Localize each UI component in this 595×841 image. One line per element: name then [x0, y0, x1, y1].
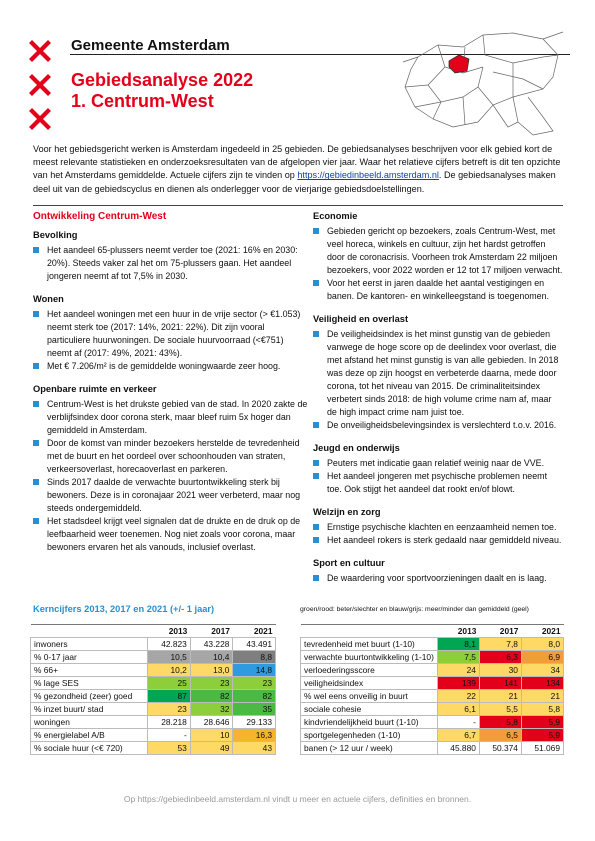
- row-label: woningen: [31, 716, 148, 729]
- row-label: % 0-17 jaar: [31, 651, 148, 664]
- value-cell: 5,9: [521, 716, 563, 729]
- value-cell: 10: [190, 729, 233, 742]
- bullet-item: Het aandeel jongeren met psychische problemen neemt toe. Ook stijgt het aandeel dat rookt en/of blowt.: [313, 470, 563, 496]
- table-row: [301, 742, 564, 755]
- value-cell: 45.880: [437, 742, 479, 755]
- table-row: [301, 651, 564, 664]
- value-cell: 24: [437, 664, 479, 677]
- color-legend: groen/rood: beter/slechter en blauw/grijs: meer/minder dan gemiddeld (geel): [300, 606, 529, 613]
- row-label: tevredenheid met buurt (1-10): [301, 638, 438, 651]
- value-cell: 10,2: [148, 664, 191, 677]
- bullet-item: Ernstige psychische klachten en eenzaamheid nemen toe.: [313, 521, 563, 534]
- bullet-item: Door de komst van minder bezoekers herstelde de tevredenheid met de buurt en het oordeel over schoonhouden van straten, verkeersoverlast, horecaoverlast en parkeren.: [33, 437, 308, 476]
- value-cell: 43.228: [190, 638, 233, 651]
- section-title: Veiligheid en overlast: [313, 314, 409, 324]
- table-row: [301, 664, 564, 677]
- value-cell: 10,5: [148, 651, 191, 664]
- intro-text: Voor het gebiedsgericht werken is Amsterdam ingedeeld in 25 gebieden. De gebiedsanalyses beschrijven voor elk gebied kort de meest relevante statistieken en onderzoeksresultaten van de afgelopen vier jaar. Waar het relatieve cijfers betreft is dit ten opzichte van het Amsterdams gemiddelde. Actuele cijfers zijn te vinden op: [33, 144, 561, 181]
- section-divider: [33, 205, 563, 206]
- value-cell: 14,8: [233, 664, 276, 677]
- row-label: % lage SES: [31, 677, 148, 690]
- table-row: [31, 638, 276, 651]
- table-row: [301, 729, 564, 742]
- row-label: kindvriendelijkheid buurt (1-10): [301, 716, 438, 729]
- value-cell: 25: [148, 677, 191, 690]
- value-cell: 21: [521, 690, 563, 703]
- key-figures-table-right: [300, 624, 564, 755]
- andreas-cross-icon: [29, 74, 51, 96]
- value-cell: 5,8: [479, 716, 521, 729]
- row-label: % wel eens onveilig in buurt: [301, 690, 438, 703]
- intro-text-end: . De gebiedsanalyses maken deel uit van de gebiedscyclus en dienen als onderlegger voor de vierjarige gebiedsdoelstellingen.: [33, 170, 556, 194]
- row-label: % inzet buurt/ stad: [31, 703, 148, 716]
- year-header: 2017: [190, 625, 233, 638]
- section-title: Openbare ruimte en verkeer: [33, 384, 157, 394]
- table-row: [301, 703, 564, 716]
- table-row: [301, 716, 564, 729]
- value-cell: 53: [148, 742, 191, 755]
- table-row: [301, 690, 564, 703]
- bullet-item: De onveiligheidsbelevingsindex is verslechterd t.o.v. 2016.: [313, 419, 563, 432]
- key-figures-heading: Kerncijfers 2013, 2017 en 2021 (+/- 1 jaar): [33, 604, 215, 614]
- year-header: 2013: [148, 625, 191, 638]
- value-cell: 7,8: [479, 638, 521, 651]
- value-cell: -: [437, 716, 479, 729]
- key-figures-table-left: [30, 624, 276, 755]
- value-cell: 82: [190, 690, 233, 703]
- bullet-item: Het aandeel 65-plussers neemt verder toe (2021: 16% en 2030: 20%). Steeds vaker zal het om 75-plussers gaan. Het aandeel jongeren neemt af tot 7,5% in 2030.: [33, 244, 308, 283]
- value-cell: 43: [233, 742, 276, 755]
- footer-note: Op https://gebiedinbeeld.amsterdam.nl vindt u meer en actuele cijfers, definities en bronnen.: [123, 794, 472, 804]
- table-row: [301, 638, 564, 651]
- row-label: veiligheidsindex: [301, 677, 438, 690]
- value-cell: -: [148, 729, 191, 742]
- bullet-item: Het aandeel woningen met een huur in de vrije sector (> €1.053) neemt sterk toe (2017: 14%, 2021: 22%). Dit zijn vooral particuliere huurwoningen. De sociale huurvoorraad (<€751) neemt af (2017: 49%, 2021: 43%).: [33, 308, 308, 360]
- bullet-item: Centrum-West is het drukste gebied van de stad. In 2020 zakte de verblijfsindex door corona sterk, maar bleef ruim 5x hoger dan gemiddeld in Amsterdam.: [33, 398, 308, 437]
- value-cell: 22: [437, 690, 479, 703]
- bullet-item: Met € 7.206/m² is de gemiddelde woningwaarde zeer hoog.: [33, 360, 308, 373]
- section-title: Welzijn en zorg: [313, 507, 381, 517]
- table-row: [31, 716, 276, 729]
- row-label: % sociale huur (<€ 720): [31, 742, 148, 755]
- table-row: [31, 677, 276, 690]
- table-row: [31, 742, 276, 755]
- andreas-cross-icon: [29, 40, 51, 62]
- value-cell: 8,0: [521, 638, 563, 651]
- value-cell: 42.823: [148, 638, 191, 651]
- value-cell: 5,8: [521, 703, 563, 716]
- table-row: [31, 651, 276, 664]
- value-cell: 6,7: [437, 729, 479, 742]
- value-cell: 16,3: [233, 729, 276, 742]
- value-cell: 13,0: [190, 664, 233, 677]
- bullet-item: Sinds 2017 daalde de verwachte buurtontwikkeling sterk bij bewoners. Deze is in coronajaar 2021 weer verbeterd, maar nog steeds ondergemiddeld.: [33, 476, 308, 515]
- bullet-item: Voor het eerst in jaren daalde het aantal vestigingen en banen. De kantoren- en winkelleegstand is toegenomen.: [313, 277, 563, 303]
- value-cell: 10,4: [190, 651, 233, 664]
- andreas-cross-icon: [29, 108, 51, 130]
- value-cell: 6,1: [437, 703, 479, 716]
- development-heading: Ontwikkeling Centrum-West: [33, 211, 167, 222]
- value-cell: 23: [148, 703, 191, 716]
- row-label: sportgelegenheden (1-10): [301, 729, 438, 742]
- intro-paragraph: [33, 143, 563, 196]
- table-row: [31, 703, 276, 716]
- value-cell: 43.491: [233, 638, 276, 651]
- section-title: Jeugd en onderwijs: [313, 443, 400, 453]
- value-cell: 49: [190, 742, 233, 755]
- year-header: 2017: [479, 625, 521, 638]
- value-cell: 8,1: [437, 638, 479, 651]
- row-label: % 66+: [31, 664, 148, 677]
- section-title: Wonen: [33, 294, 64, 304]
- value-cell: 28.646: [190, 716, 233, 729]
- value-cell: 134: [521, 677, 563, 690]
- row-label: sociale cohesie: [301, 703, 438, 716]
- value-cell: 5,5: [479, 703, 521, 716]
- left-column: [33, 210, 308, 554]
- section-title: Sport en cultuur: [313, 558, 385, 568]
- year-header: 2021: [233, 625, 276, 638]
- row-label: inwoners: [31, 638, 148, 651]
- section-title: Bevolking: [33, 230, 78, 240]
- row-label: % gezondheid (zeer) goed: [31, 690, 148, 703]
- value-cell: 139: [437, 677, 479, 690]
- value-cell: 141: [479, 677, 521, 690]
- value-cell: 34: [521, 664, 563, 677]
- year-header: 2021: [521, 625, 563, 638]
- table-row: [31, 664, 276, 677]
- value-cell: 21: [479, 690, 521, 703]
- value-cell: 35: [233, 703, 276, 716]
- value-cell: 5,9: [521, 729, 563, 742]
- value-cell: 6,3: [479, 651, 521, 664]
- table-row: [31, 690, 276, 703]
- section-title: Economie: [313, 211, 358, 221]
- year-header: 2013: [437, 625, 479, 638]
- table-row: [301, 677, 564, 690]
- value-cell: 23: [190, 677, 233, 690]
- organization-name: Gemeente Amsterdam: [71, 37, 230, 54]
- value-cell: 30: [479, 664, 521, 677]
- value-cell: 8,8: [233, 651, 276, 664]
- bullet-item: Peuters met indicatie gaan relatief weinig naar de VVE.: [313, 457, 563, 470]
- value-cell: 87: [148, 690, 191, 703]
- value-cell: 6,9: [521, 651, 563, 664]
- value-cell: 32: [190, 703, 233, 716]
- row-label: verwachte buurtontwikkeling (1-10): [301, 651, 438, 664]
- row-label: verloederingsscore: [301, 664, 438, 677]
- value-cell: 28.218: [148, 716, 191, 729]
- right-column: [313, 210, 563, 585]
- gebiedinbeeld-link[interactable]: https://gebiedinbeeld.amsterdam.nl: [297, 170, 439, 181]
- area-map: [393, 27, 569, 139]
- page-title: Gebiedsanalyse 2022: [71, 70, 254, 90]
- bullet-item: De waardering voor sportvoorzieningen daalt en is laag.: [313, 572, 563, 585]
- value-cell: 23: [233, 677, 276, 690]
- value-cell: 29.133: [233, 716, 276, 729]
- value-cell: 7,5: [437, 651, 479, 664]
- bullet-item: Gebieden gericht op bezoekers, zoals Centrum-West, met veel horeca, winkels en cultuur, zijn het hardst getroffen door de coronacrisis. Voorheen trok Amsterdam 22 miljoen bezoekers, voor 2022 worden er 12 tot 17 miljoen verwacht.: [313, 225, 563, 277]
- area-title: 1. Centrum-West: [71, 91, 214, 111]
- bullet-item: Het aandeel rokers is sterk gedaald naar gemiddeld niveau.: [313, 534, 563, 547]
- row-label: % energielabel A/B: [31, 729, 148, 742]
- value-cell: 6,5: [479, 729, 521, 742]
- bullet-item: Het stadsdeel krijgt veel signalen dat de drukte en de druk op de leefbaarheid weer toenemen. Nog niet zoals voor corona, maar bewoners ervaren het als vanouds, inclusief overlast.: [33, 515, 308, 554]
- value-cell: 51.069: [521, 742, 563, 755]
- value-cell: 50.374: [479, 742, 521, 755]
- value-cell: 82: [233, 690, 276, 703]
- bullet-item: De veiligheidsindex is het minst gunstig van de gebieden vanwege de hoge score op de deelindex voor overlast, die met afstand het minst gunstig is van alle gebieden. In 2018 was deze op zijn hoogst en verbeterde daarna, mede door corona, tot het niveau van 2015. De criminaliteitsindex verbetert sinds 2018: de high volume crime nam af, maar de high impact crime nam juist toe.: [313, 328, 563, 419]
- row-label: banen (> 12 uur / week): [301, 742, 438, 755]
- table-row: [31, 729, 276, 742]
